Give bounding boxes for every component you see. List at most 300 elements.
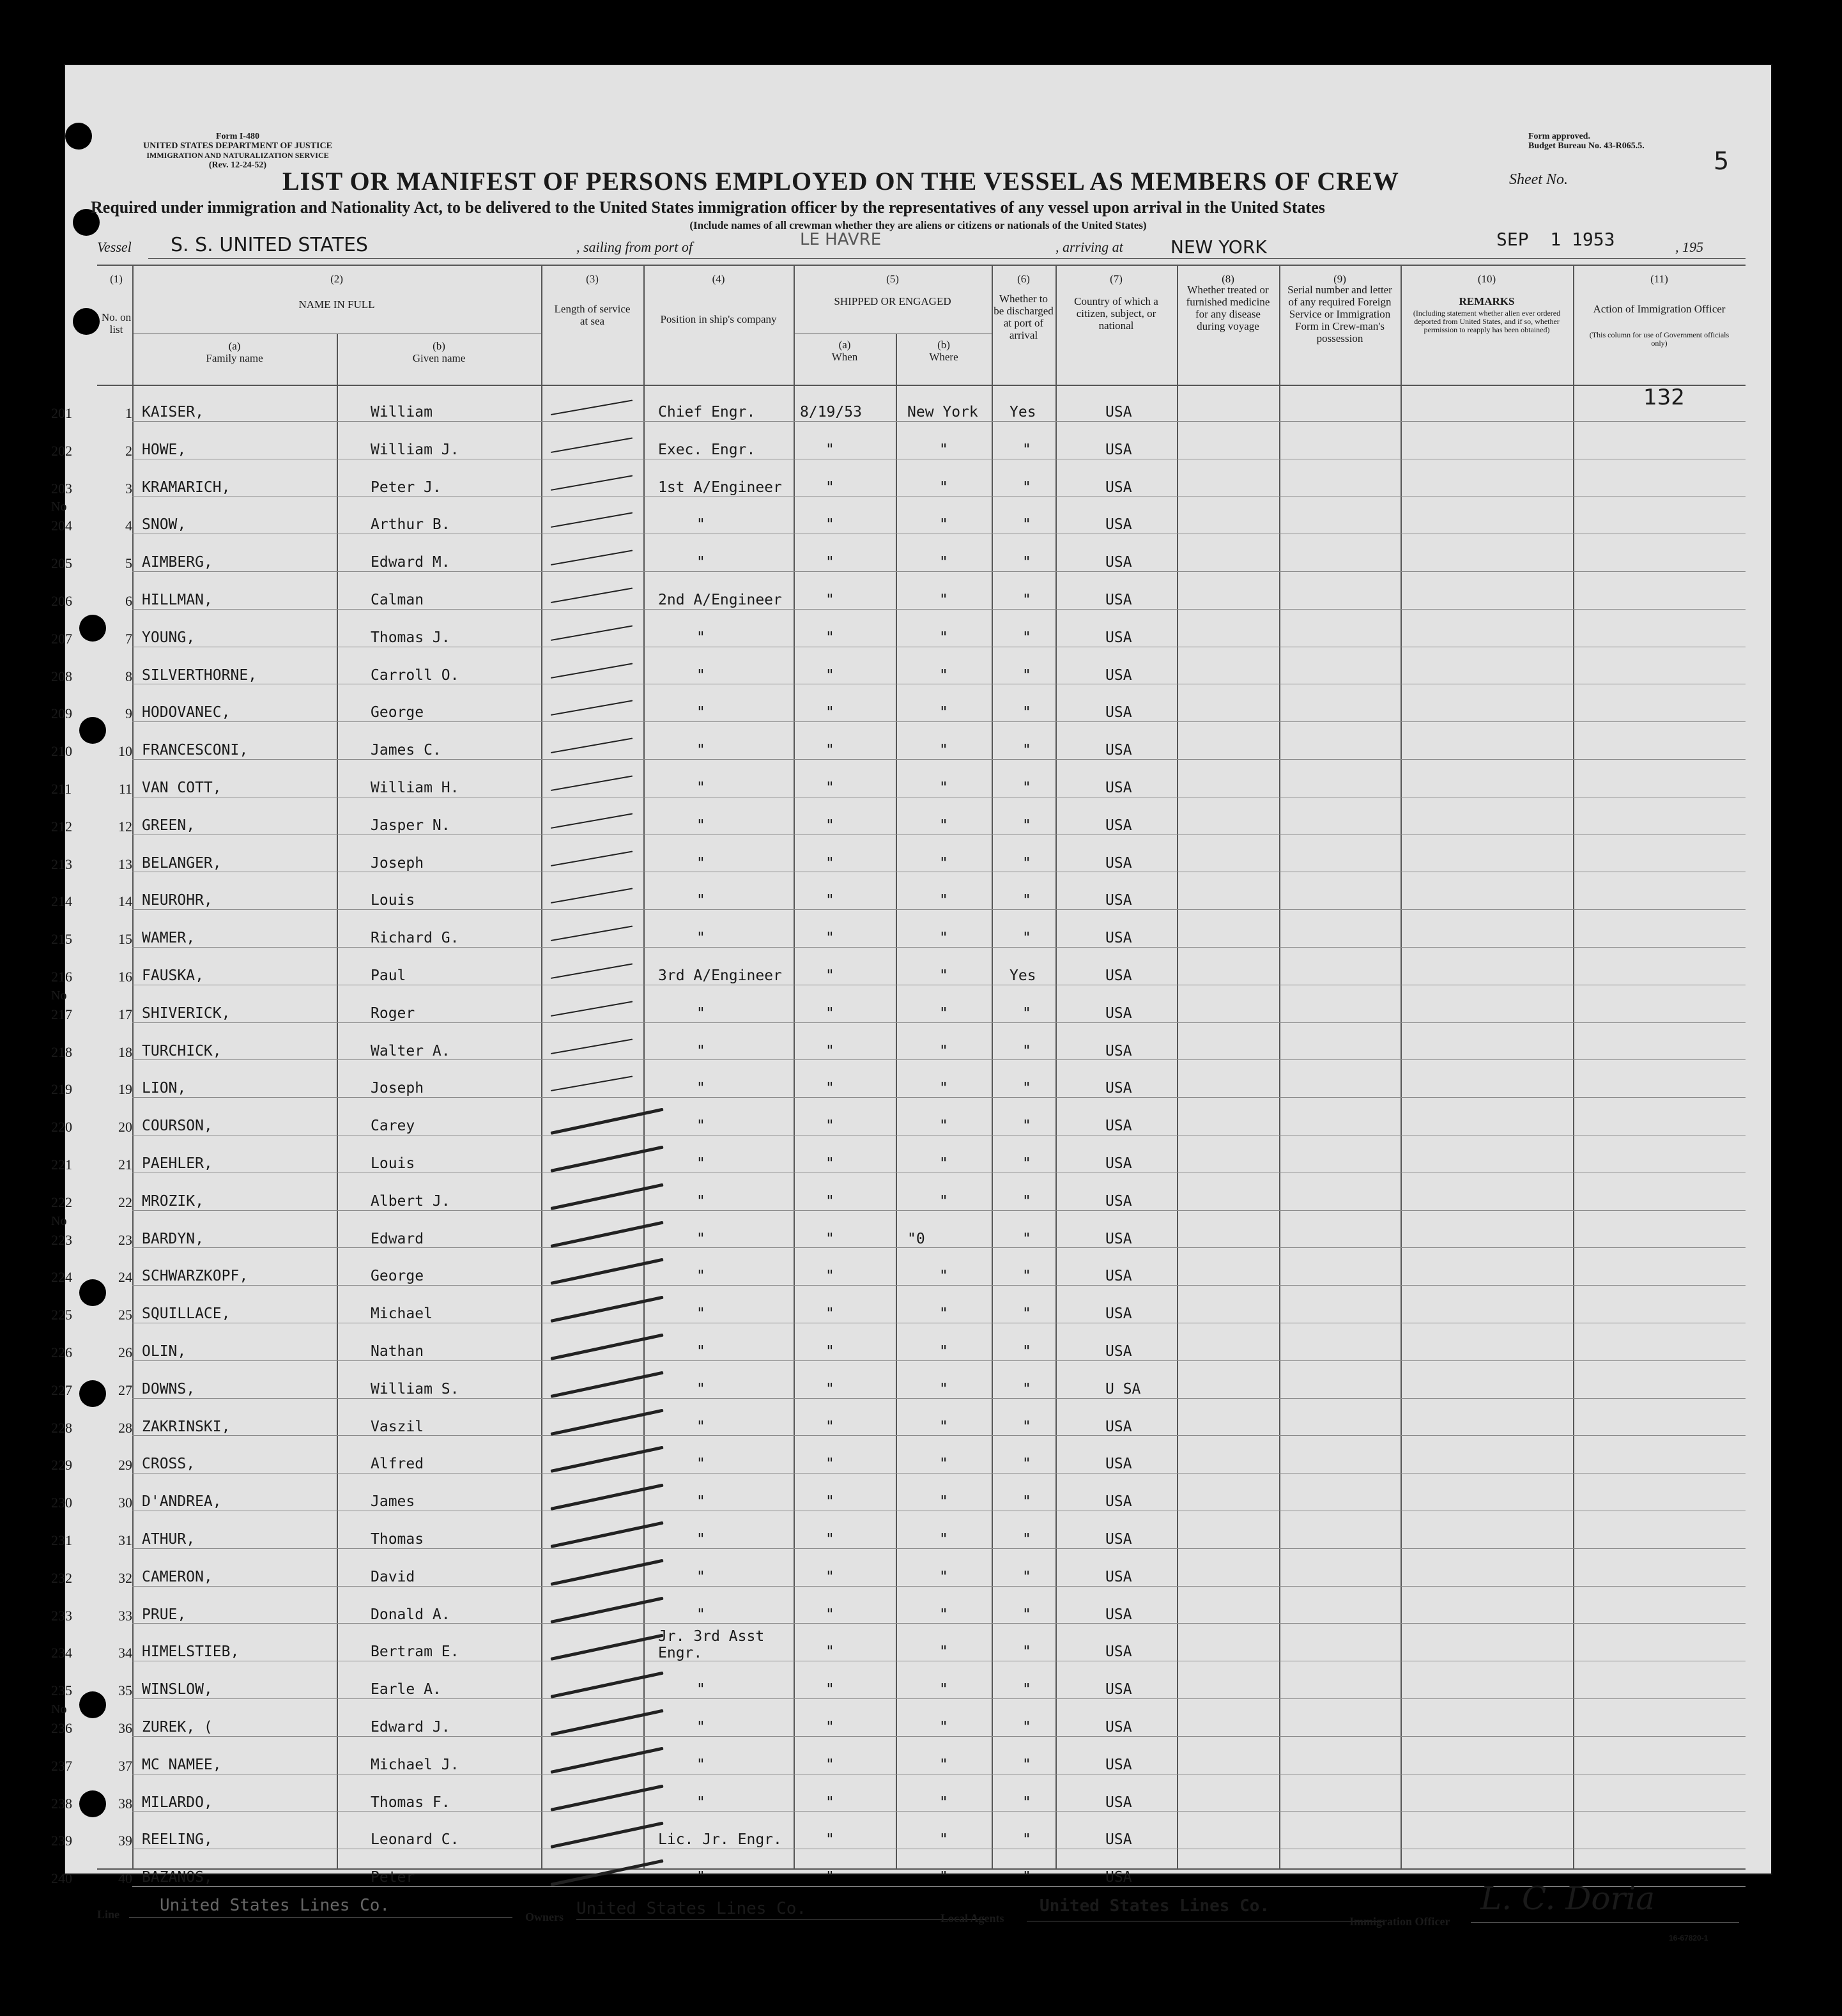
given-name-cell: James — [371, 1493, 415, 1511]
margin-number: 222 — [51, 1194, 72, 1210]
list-number: 9 — [125, 705, 132, 722]
country-cell: USA — [1105, 1531, 1132, 1548]
row-rule — [132, 909, 1746, 910]
column-rule — [132, 265, 134, 1868]
position-cell: " — [696, 704, 705, 721]
col6-header: Whether to be discharged at port of arrival — [994, 293, 1054, 341]
owners-value: United States Lines Co. — [576, 1899, 807, 1918]
list-number: 19 — [118, 1081, 132, 1098]
margin-note: No — [51, 500, 67, 514]
country-cell: USA — [1105, 1681, 1132, 1698]
position-cell: " — [696, 1042, 705, 1059]
discharged-cell: " — [1022, 1268, 1031, 1285]
discharged-cell: " — [1022, 1794, 1031, 1811]
list-number: 31 — [118, 1532, 132, 1548]
country-cell: USA — [1105, 1643, 1132, 1661]
discharged-cell: " — [1022, 592, 1031, 608]
list-number: 2 — [125, 442, 132, 459]
shipped-where-cell: " — [939, 1004, 948, 1022]
shipped-when-cell: " — [825, 1869, 834, 1886]
column-rule — [1279, 265, 1280, 1868]
family-name-cell: SHIVERICK, — [142, 1004, 231, 1022]
family-name-cell: CROSS, — [142, 1456, 196, 1473]
country-cell: USA — [1105, 1042, 1132, 1059]
shipped-where-cell: " — [939, 1869, 948, 1886]
service-check-mark — [551, 850, 633, 866]
row-rule — [132, 1473, 1746, 1474]
margin-number: 202 — [51, 442, 72, 459]
position-cell: " — [696, 1531, 705, 1548]
position-cell: " — [696, 1004, 705, 1022]
country-cell: USA — [1105, 1155, 1132, 1172]
country-cell: USA — [1105, 817, 1132, 834]
list-number: 13 — [118, 856, 132, 872]
shipped-where-cell: " — [939, 1831, 948, 1849]
service-check-mark — [550, 1672, 663, 1698]
position-cell: Exec. Engr. — [658, 441, 756, 458]
shipped-where-cell: " — [939, 1343, 948, 1360]
country-cell: USA — [1105, 1080, 1132, 1097]
given-name-cell: Michael J. — [371, 1756, 459, 1773]
service-check-mark — [551, 399, 633, 415]
shipped-where-cell: " — [939, 1305, 948, 1323]
shipped-when-cell: " — [825, 1831, 834, 1849]
col3-number: (3) — [586, 273, 599, 285]
agents-value: United States Lines Co. — [1040, 1897, 1270, 1916]
shipped-when-cell: " — [825, 930, 834, 947]
shipped-where-cell: " — [939, 1794, 948, 1811]
list-number: 8 — [125, 668, 132, 684]
col5-number: (5) — [886, 273, 899, 285]
shipped-when-cell: " — [825, 742, 834, 759]
family-name-cell: KRAMARICH, — [142, 479, 231, 496]
family-name-cell: HIMELSTIEB, — [142, 1643, 240, 1661]
column-rule — [896, 334, 897, 1868]
country-cell: USA — [1105, 1230, 1132, 1247]
service-check-mark — [551, 888, 633, 904]
list-number: 26 — [118, 1344, 132, 1360]
list-number: 17 — [118, 1006, 132, 1022]
page-title: LIST OR MANIFEST OF PERSONS EMPLOYED ON THE VESSEL AS MEMBERS OF CREW — [282, 167, 1399, 196]
margin-number: 210 — [51, 743, 72, 760]
col4-number: (4) — [712, 273, 725, 285]
margin-note: No — [51, 1213, 67, 1228]
discharged-cell: " — [1022, 1456, 1031, 1473]
col4-header: Position in ship's company — [660, 313, 777, 325]
shipped-where-cell: " — [939, 441, 948, 458]
col1-header: No. on list — [101, 311, 132, 335]
service-check-mark — [550, 1746, 663, 1773]
position-cell: Jr. 3rd Asst Engr. — [658, 1628, 765, 1662]
country-cell: USA — [1105, 1831, 1132, 1849]
service-check-mark — [551, 926, 633, 942]
service-check-mark — [551, 963, 633, 979]
margin-number: 218 — [51, 1043, 72, 1060]
discharged-cell: " — [1022, 1380, 1031, 1397]
table-top-border — [97, 265, 1746, 266]
position-cell: " — [696, 892, 705, 909]
given-name-cell: Leonard C. — [371, 1831, 459, 1849]
country-cell: USA — [1105, 892, 1132, 909]
list-number: 30 — [118, 1495, 132, 1511]
position-cell: " — [696, 1080, 705, 1097]
list-number: 23 — [118, 1231, 132, 1248]
position-cell: " — [696, 742, 705, 759]
list-number: 11 — [118, 781, 132, 797]
family-name-cell: PAEHLER, — [142, 1155, 213, 1172]
family-name-cell: GREEN, — [142, 817, 196, 834]
shipped-when-cell: " — [825, 1756, 834, 1773]
shipped-when-cell: " — [825, 967, 834, 984]
country-cell: USA — [1105, 1343, 1132, 1360]
given-name-cell: Thomas F. — [371, 1794, 450, 1811]
list-number: 20 — [118, 1119, 132, 1135]
country-cell: USA — [1105, 1493, 1132, 1511]
service-check-mark — [550, 1183, 663, 1210]
shipped-where-cell: " — [939, 1155, 948, 1172]
service-check-mark — [550, 1408, 663, 1435]
service-check-mark — [550, 1220, 663, 1247]
margin-number: 239 — [51, 1833, 72, 1849]
service-check-mark — [550, 1596, 663, 1623]
list-number: 35 — [118, 1682, 132, 1699]
service-check-mark — [551, 437, 633, 453]
list-number: 12 — [118, 818, 132, 835]
column-rule — [541, 265, 542, 1868]
shipped-where-cell: " — [939, 554, 948, 571]
list-number: 39 — [118, 1833, 132, 1849]
shipped-when-cell: " — [825, 780, 834, 796]
discharged-cell: " — [1022, 1869, 1031, 1886]
margin-number: 226 — [51, 1344, 72, 1360]
position-cell: Lic. Jr. Engr. — [658, 1831, 782, 1849]
margin-number: 240 — [51, 1870, 72, 1887]
family-name-cell: SNOW, — [142, 516, 187, 534]
list-number: 14 — [118, 893, 132, 910]
discharged-cell: " — [1022, 704, 1031, 721]
row-rule — [132, 759, 1746, 760]
shipped-when-cell: " — [825, 516, 834, 534]
margin-number: 201 — [51, 405, 72, 421]
country-cell: USA — [1105, 930, 1132, 947]
col1-number: (1) — [110, 273, 123, 285]
discharged-cell: Yes — [1009, 967, 1036, 984]
list-number: 15 — [118, 931, 132, 948]
family-name-cell: MILARDO, — [142, 1794, 213, 1811]
sheet-number: 5 — [1714, 147, 1730, 175]
position-cell: " — [696, 1719, 705, 1735]
margin-number: 232 — [51, 1569, 72, 1586]
shipped-when-cell: " — [825, 1380, 834, 1397]
shipped-where-cell: " — [939, 1681, 948, 1698]
list-number: 38 — [118, 1795, 132, 1812]
discharged-cell: " — [1022, 1080, 1031, 1097]
shipped-where-cell: New York — [907, 404, 978, 420]
discharged-cell: " — [1022, 1305, 1031, 1323]
margin-number: 224 — [51, 1269, 72, 1286]
shipped-where-cell: " — [939, 479, 948, 496]
family-name-cell: FAUSKA, — [142, 967, 204, 984]
margin-number: 228 — [51, 1419, 72, 1436]
shipped-where-cell: " — [939, 1568, 948, 1585]
country-cell: USA — [1105, 1568, 1132, 1585]
family-name-cell: D'ANDREA, — [142, 1493, 222, 1511]
col9-header: Serial number and letter of any required Foreign Service or Immigration Form in Crew-man's possession — [1287, 284, 1392, 344]
margin-number: 215 — [51, 931, 72, 948]
col6-number: (6) — [1017, 273, 1030, 285]
given-name-cell: Thomas — [371, 1531, 424, 1548]
margin-number: 203 — [51, 480, 72, 496]
margin-number: 238 — [51, 1795, 72, 1812]
position-cell: " — [696, 629, 705, 646]
discharged-cell: " — [1022, 817, 1031, 834]
country-cell: USA — [1105, 1869, 1132, 1886]
margin-number: 220 — [51, 1119, 72, 1135]
position-cell: " — [696, 1268, 705, 1285]
given-name-cell: Calman — [371, 592, 424, 608]
service-check-mark — [551, 587, 633, 603]
subtitle: Required under immigration and Nationality Act, to be delivered to the United States immigration officer by the representatives of any vessel upon arrival in the United States — [91, 198, 1325, 217]
service-check-mark — [550, 1146, 663, 1173]
country-cell: USA — [1105, 629, 1132, 646]
given-name-cell: James C. — [371, 742, 441, 759]
list-number: 21 — [118, 1157, 132, 1173]
position-cell: 1st A/Engineer — [658, 479, 782, 496]
row-rule — [132, 1548, 1746, 1549]
col9-number: (9) — [1333, 273, 1346, 285]
row-rule — [132, 1097, 1746, 1098]
country-cell: USA — [1105, 1305, 1132, 1323]
list-number: 40 — [118, 1870, 132, 1887]
shipped-when-cell: " — [825, 1230, 834, 1247]
discharged-cell: " — [1022, 1418, 1031, 1435]
shipped-where-cell: " — [939, 592, 948, 608]
position-cell: " — [696, 1869, 705, 1886]
shipped-when-cell: " — [825, 592, 834, 608]
service-check-mark — [551, 738, 633, 754]
margin-number: 221 — [51, 1157, 72, 1173]
row-rule — [132, 1059, 1746, 1060]
form-code: 16-67820-1 — [1669, 1934, 1708, 1943]
country-cell: USA — [1105, 479, 1132, 496]
discharged-cell: " — [1022, 1606, 1031, 1623]
country-cell: USA — [1105, 441, 1132, 458]
country-cell: USA — [1105, 592, 1132, 608]
shipped-when-cell: " — [825, 1418, 834, 1435]
list-number: 6 — [125, 593, 132, 609]
given-name-cell: Nathan — [371, 1343, 424, 1360]
family-name-cell: VAN COTT, — [142, 780, 222, 796]
shipped-where-cell: " — [939, 629, 948, 646]
row-rule — [132, 421, 1746, 422]
discharged-cell: " — [1022, 1719, 1031, 1735]
family-name-cell: KAISER, — [142, 404, 204, 420]
col5a-header: (a) When — [831, 339, 858, 363]
discharged-cell: " — [1022, 892, 1031, 909]
discharged-cell: " — [1022, 1831, 1031, 1849]
margin-number: 223 — [51, 1231, 72, 1248]
margin-number: 216 — [51, 969, 72, 985]
position-cell: 3rd A/Engineer — [658, 967, 782, 984]
shipped-when-cell: " — [825, 666, 834, 684]
action-count: 132 — [1643, 385, 1685, 410]
family-name-cell: ATHUR, — [142, 1531, 196, 1548]
family-name-cell: BARDYN, — [142, 1230, 204, 1247]
service-check-mark — [550, 1334, 663, 1360]
family-name-cell: CAMERON, — [142, 1568, 213, 1585]
col3-header: Length of service at sea — [554, 303, 631, 327]
shipped-where-cell: " — [939, 516, 948, 534]
family-name-cell: OLIN, — [142, 1343, 187, 1360]
shipped-where-cell: " — [939, 1380, 948, 1397]
given-name-cell: Michael — [371, 1305, 433, 1323]
shipped-when-cell: " — [825, 554, 834, 571]
service-check-mark — [551, 700, 633, 716]
shipped-when-cell: " — [825, 1531, 834, 1548]
given-name-cell: William J. — [371, 441, 459, 458]
position-cell: " — [696, 1343, 705, 1360]
discharged-cell: " — [1022, 1493, 1031, 1511]
family-name-cell: NEUROHR, — [142, 892, 213, 909]
discharged-cell: " — [1022, 629, 1031, 646]
country-cell: USA — [1105, 704, 1132, 721]
margin-number: 219 — [51, 1081, 72, 1098]
margin-note: No — [51, 988, 67, 1003]
row-rule — [132, 1586, 1746, 1587]
list-number: 10 — [118, 743, 132, 760]
list-number: 37 — [118, 1757, 132, 1774]
column-rule — [1177, 265, 1178, 1868]
margin-number: 234 — [51, 1645, 72, 1661]
shipped-when-cell: " — [825, 892, 834, 909]
form-header-left — [91, 132, 385, 170]
family-name-cell: FRANCESCONI, — [142, 742, 249, 759]
list-number: 34 — [118, 1645, 132, 1661]
shipped-where-cell: " — [939, 1192, 948, 1210]
col10-header: REMARKS — [1459, 295, 1515, 307]
col10-number: (10) — [1477, 273, 1496, 285]
shipped-where-cell: " — [939, 1080, 948, 1097]
given-name-cell: Louis — [371, 1155, 415, 1172]
col2a-header: (a) Family name — [206, 340, 263, 364]
arriving-label: , arriving at — [1055, 239, 1123, 255]
given-name-cell: Arthur B. — [371, 516, 450, 534]
list-number: 28 — [118, 1419, 132, 1436]
col8-number: (8) — [1222, 273, 1234, 285]
position-cell: " — [696, 854, 705, 872]
service-check-mark — [550, 1371, 663, 1397]
country-cell: USA — [1105, 1719, 1132, 1735]
discharged-cell: Yes — [1009, 404, 1036, 420]
shipped-when-cell: " — [825, 629, 834, 646]
margin-number: 229 — [51, 1457, 72, 1474]
country-cell: USA — [1105, 404, 1132, 420]
row-rule — [132, 1435, 1746, 1436]
shipped-when-cell: " — [825, 704, 834, 721]
col2-header: NAME IN FULL — [298, 298, 375, 311]
position-cell: " — [696, 1794, 705, 1811]
col11-number: (11) — [1650, 273, 1668, 285]
shipped-when-cell: 8/19/53 — [800, 404, 862, 420]
discharged-cell: " — [1022, 1756, 1031, 1773]
service-check-mark — [550, 1446, 663, 1473]
service-check-mark — [550, 1258, 663, 1285]
col10-note: (Including statement whether alien ever ordered deported from United States, and if so, whether permission to reapply has been obtained) — [1413, 309, 1561, 334]
service-check-mark — [550, 1709, 663, 1736]
country-cell: USA — [1105, 1456, 1132, 1473]
row-rule — [132, 1022, 1746, 1023]
discharged-cell: " — [1022, 554, 1031, 571]
family-name-cell: ZAKRINSKI, — [142, 1418, 231, 1435]
form-approved: Form approved. — [1528, 132, 1590, 141]
position-cell: Chief Engr. — [658, 404, 756, 420]
shipped-where-cell: " — [939, 1118, 948, 1135]
list-number: 32 — [118, 1569, 132, 1586]
margin-number: 207 — [51, 630, 72, 647]
service-check-mark — [551, 625, 633, 641]
discharged-cell: " — [1022, 666, 1031, 684]
col8-header: Whether treated or furnished medicine for any disease during voyage — [1186, 284, 1270, 332]
shipped-when-cell: " — [825, 817, 834, 834]
margin-number: 231 — [51, 1532, 72, 1548]
list-number: 3 — [125, 480, 132, 496]
discharged-cell: " — [1022, 441, 1031, 458]
country-cell: USA — [1105, 967, 1132, 984]
service-check-mark — [550, 1859, 663, 1886]
discharged-cell: " — [1022, 742, 1031, 759]
shipped-where-cell: " — [939, 967, 948, 984]
form-number: Form I-480 — [215, 132, 260, 141]
family-name-cell: MC NAMEE, — [142, 1756, 222, 1773]
margin-number: 227 — [51, 1381, 72, 1398]
service-check-mark — [550, 1634, 663, 1661]
discharged-cell: " — [1022, 854, 1031, 872]
family-name-cell: REELING, — [142, 1831, 213, 1849]
row-rule — [132, 1811, 1746, 1812]
col7-header: Country of which a citizen, subject, or national — [1074, 295, 1158, 332]
country-cell: USA — [1105, 854, 1132, 872]
service-check-mark — [551, 813, 633, 829]
shipped-when-cell: " — [825, 854, 834, 872]
given-name-cell: George — [371, 704, 424, 721]
country-cell: USA — [1105, 1004, 1132, 1022]
col5-header: SHIPPED OR ENGAGED — [834, 295, 951, 307]
position-cell: " — [696, 1305, 705, 1323]
col11-header: Action of Immigration Officer — [1593, 303, 1726, 315]
position-cell: " — [696, 1493, 705, 1511]
country-cell: USA — [1105, 1268, 1132, 1285]
margin-number: 213 — [51, 856, 72, 872]
table-bottom-border — [97, 1868, 1746, 1870]
shipped-where-cell: " — [939, 742, 948, 759]
discharged-cell: " — [1022, 1568, 1031, 1585]
shipped-when-cell: " — [825, 1343, 834, 1360]
position-cell: " — [696, 1230, 705, 1247]
margin-number: 206 — [51, 593, 72, 609]
family-name-cell: BELANGER, — [142, 854, 222, 872]
shipped-when-cell: " — [825, 1794, 834, 1811]
discharged-cell: " — [1022, 1230, 1031, 1247]
given-name-cell: George — [371, 1268, 424, 1285]
header-bottom-border — [97, 385, 1746, 386]
given-name-cell: Edward J. — [371, 1719, 450, 1735]
given-name-cell: Carey — [371, 1118, 415, 1135]
shipped-where-cell: " — [939, 817, 948, 834]
given-name-cell: Alfred — [371, 1456, 424, 1473]
given-name-cell: Roger — [371, 1004, 415, 1022]
row-rule — [132, 1698, 1746, 1699]
discharged-cell: " — [1022, 1118, 1031, 1135]
